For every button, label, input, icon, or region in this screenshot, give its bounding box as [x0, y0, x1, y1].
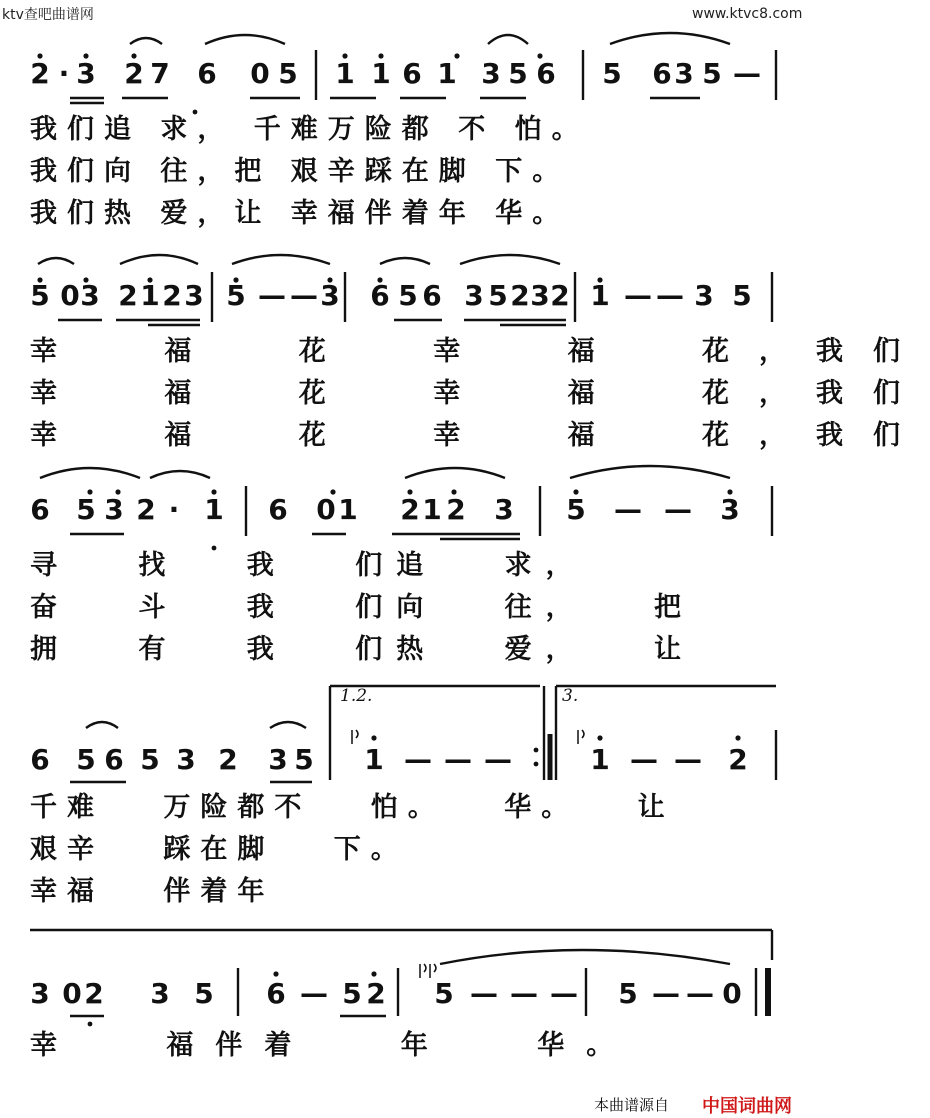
footer-site-link[interactable]: 中国词曲网 — [702, 1096, 792, 1117]
note: 6 — [268, 493, 288, 526]
lyric-line: 寻 找 我 们追 求， — [30, 550, 587, 581]
note: 6 — [266, 977, 286, 1010]
music-system-2 — [0, 250, 930, 460]
note: 6 — [30, 743, 50, 776]
note: 2 — [124, 57, 144, 90]
lyric-line: 我们热 爱，让 幸福伴着年 华。 — [30, 198, 570, 229]
note: 3 — [494, 493, 514, 526]
note: 2 — [84, 977, 104, 1010]
note: 5 — [342, 977, 362, 1010]
lyric-line: 幸福 伴着年 — [30, 876, 275, 907]
note: 6 — [422, 279, 442, 312]
note: — — [656, 279, 684, 312]
note: 5 — [732, 279, 752, 312]
note: 7 — [150, 57, 170, 90]
watermark-top-left: ktv查吧曲谱网 — [2, 7, 94, 23]
note: 1 — [437, 57, 457, 90]
note: 5 — [508, 57, 528, 90]
note: 2 — [400, 493, 420, 526]
note: 5 — [566, 493, 586, 526]
note: 2 — [728, 743, 748, 776]
note: 3 — [720, 493, 740, 526]
note: 2 — [118, 279, 138, 312]
note: 3 — [184, 279, 204, 312]
system-2-notes — [0, 276, 799, 324]
note: — — [733, 57, 761, 90]
note: 3 — [30, 977, 50, 1010]
lyric-line: 艰辛 踩在脚 下。 — [30, 834, 408, 865]
note: — — [624, 279, 652, 312]
note: 0 — [250, 57, 270, 90]
note: — — [510, 977, 538, 1010]
note: 3 — [674, 57, 694, 90]
note: — — [550, 977, 578, 1010]
note: 3 — [80, 279, 100, 312]
note: 2 — [446, 493, 466, 526]
note: 5 — [602, 57, 622, 90]
note: — — [652, 977, 680, 1010]
note: 6 — [652, 57, 672, 90]
system-3-notes — [0, 490, 799, 538]
volta-label-first: 1.2. — [340, 686, 373, 706]
note: 1 — [371, 57, 391, 90]
note: 5 — [488, 279, 508, 312]
music-system-4 — [0, 680, 799, 907]
note: 6 — [536, 57, 556, 90]
note: 3 — [176, 743, 196, 776]
note: 5 — [76, 493, 96, 526]
note: — — [686, 977, 714, 1010]
note: 5 — [226, 279, 246, 312]
lyric-line: 幸 福 花 幸 福 花，我们 — [30, 336, 930, 367]
note: 0 — [722, 977, 742, 1010]
lyric-line: 拥 有 我 们热 爱， 让 — [30, 634, 695, 665]
note: 2 — [510, 279, 530, 312]
note: 2 — [30, 57, 50, 90]
note: — — [664, 493, 692, 526]
music-system-1 — [0, 30, 799, 240]
note: 6 — [30, 493, 50, 526]
note: — — [470, 977, 498, 1010]
note: 2 — [550, 279, 570, 312]
note: 3 — [320, 279, 340, 312]
note: 1 — [338, 493, 358, 526]
note: 5 — [618, 977, 638, 1010]
note: — — [444, 743, 472, 776]
note: 6 — [370, 279, 390, 312]
note: · — [168, 493, 180, 526]
note: 1 — [204, 493, 224, 526]
note: 1 — [590, 743, 610, 776]
volta-label-second: 3. — [562, 686, 579, 706]
note: 0 — [316, 493, 336, 526]
note: 0 — [60, 279, 80, 312]
system-5-notes — [0, 974, 799, 1022]
note: — — [258, 279, 286, 312]
note: 5 — [398, 279, 418, 312]
note: 1 — [422, 493, 442, 526]
note: 1 — [364, 743, 384, 776]
note: 3 — [481, 57, 501, 90]
note: 6 — [104, 743, 124, 776]
note: 5 — [194, 977, 214, 1010]
note: · — [58, 57, 70, 90]
note: 3 — [150, 977, 170, 1010]
lyric-line: 我们向 往，把 艰辛踩在脚 下。 — [30, 156, 570, 187]
music-system-5 — [0, 924, 799, 1074]
note: 5 — [278, 57, 298, 90]
note: 3 — [104, 493, 124, 526]
note: 1 — [140, 279, 160, 312]
note: 2 — [366, 977, 386, 1010]
note: 2 — [136, 493, 156, 526]
system-1-notes — [0, 54, 799, 102]
note: 3 — [268, 743, 288, 776]
footer-source-label: 本曲谱源自 — [594, 1096, 670, 1114]
note: 3 — [464, 279, 484, 312]
note: 6 — [197, 57, 217, 90]
music-system-3 — [0, 462, 799, 672]
note: — — [290, 279, 318, 312]
note: 1 — [590, 279, 610, 312]
note: — — [300, 977, 328, 1010]
note: 5 — [30, 279, 50, 312]
note: 2 — [218, 743, 238, 776]
note: — — [484, 743, 512, 776]
note: 6 — [402, 57, 422, 90]
lyric-line: 幸 福 花 幸 福 花，我们 — [30, 378, 930, 409]
note: 3 — [694, 279, 714, 312]
watermark-top-right: www.ktvc8.com — [692, 6, 803, 22]
note: — — [404, 743, 432, 776]
note: 5 — [434, 977, 454, 1010]
lyric-line: 我们追 求， 千难万险都 不 怕。 — [30, 114, 589, 145]
note: 5 — [140, 743, 160, 776]
lyric-line: 幸 福伴着 年 华。 — [30, 1030, 636, 1061]
note: 5 — [294, 743, 314, 776]
lyric-line: 奋 斗 我 们向 往， 把 — [30, 592, 695, 623]
note: — — [614, 493, 642, 526]
note: 3 — [76, 57, 96, 90]
note: 0 — [62, 977, 82, 1010]
note: — — [630, 743, 658, 776]
note: 2 — [162, 279, 182, 312]
note: 1 — [335, 57, 355, 90]
lyric-line: 幸 福 花 幸 福 花，我们 — [30, 420, 930, 451]
system-4-notes — [0, 740, 799, 788]
note: — — [674, 743, 702, 776]
note: 3 — [530, 279, 550, 312]
note: 5 — [702, 57, 722, 90]
lyric-line: 千难 万险都不 怕。 华。 让 — [30, 792, 675, 823]
note: 5 — [76, 743, 96, 776]
